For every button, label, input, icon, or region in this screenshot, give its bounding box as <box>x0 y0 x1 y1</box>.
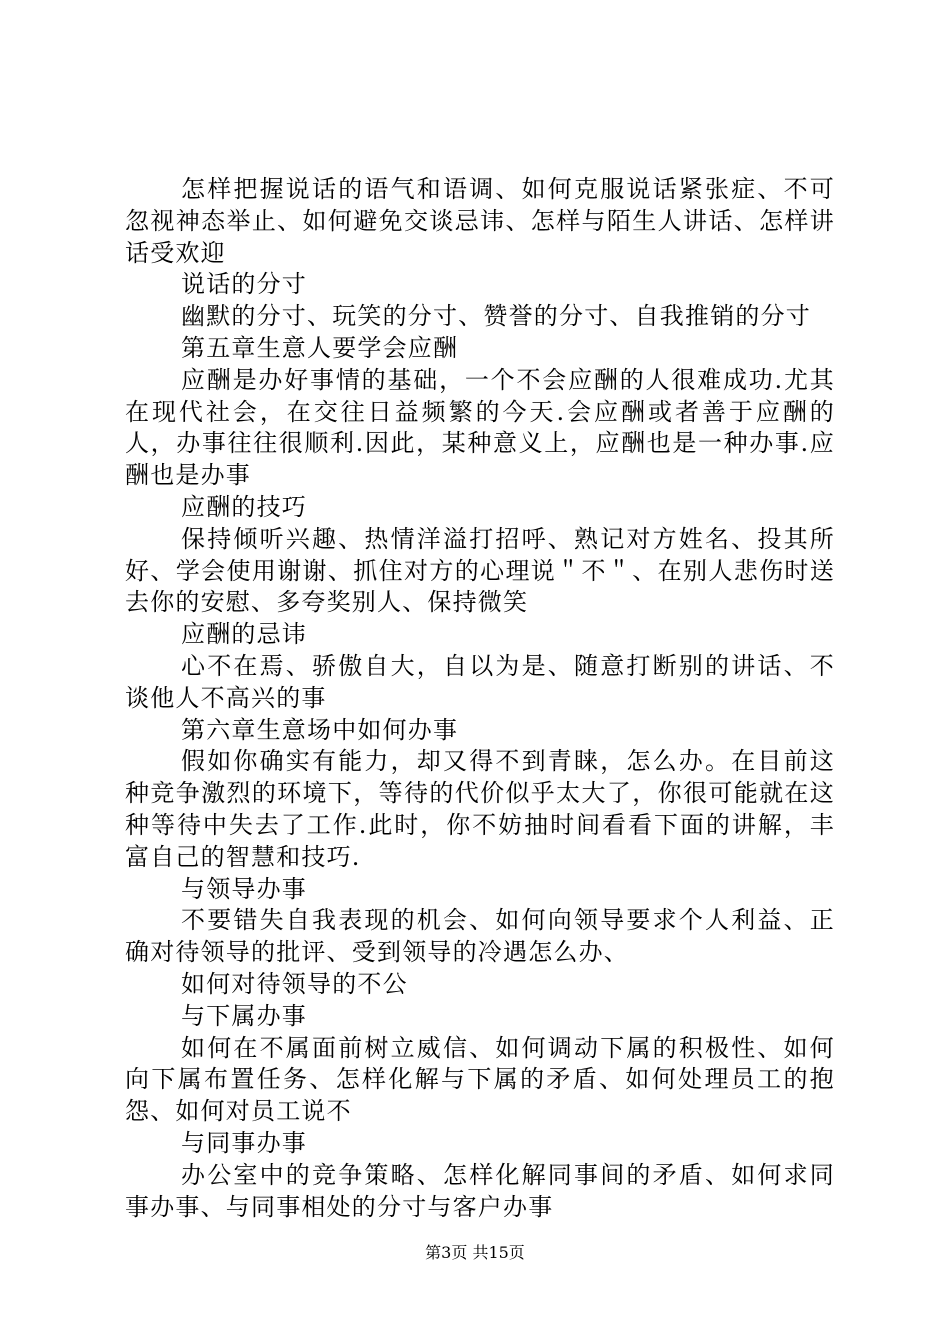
section-heading: 与下属办事 <box>181 1001 307 1030</box>
section-heading: 与同事办事 <box>181 1128 307 1157</box>
chapter-heading: 第五章生意人要学会应酬 <box>181 333 459 362</box>
paragraph: 如何在不属面前树立威信、如何调动下属的积极性、如何向下属布置任务、怎样化解与下属的矛盾、如何处理员工的抱怨、如何对员工说不 <box>125 1033 835 1126</box>
paragraph: 应酬是办好事情的基础，一个不会应酬的人很难成功.尤其在现代社会，在交往日益频繁的今天.会应酬或者善于应酬的人，办事往往很顺利.因此，某种意义上，应酬也是一种办事.应酬也是办事 <box>125 365 835 490</box>
page-number-footer: 第3页 共15页 <box>425 1243 525 1262</box>
paragraph: 保持倾听兴趣、热情洋溢打招呼、熟记对方姓名、投其所好、学会使用谢谢、抓住对方的心理说＂不＂、在别人悲伤时送去你的安慰、多夸奖别人、保持微笑 <box>125 524 835 617</box>
chapter-heading: 第六章生意场中如何办事 <box>181 715 459 744</box>
paragraph: 幽默的分寸、玩笑的分寸、赞誉的分寸、自我推销的分寸 <box>181 302 811 331</box>
section-heading: 与领导办事 <box>181 874 307 903</box>
paragraph: 怎样把握说话的语气和语调、如何克服说话紧张症、不可忽视神态举止、如何避免交谈忌讳、怎样与陌生人讲话、怎样讲话受欢迎 <box>125 175 835 267</box>
paragraph: 假如你确实有能力，却又得不到青睐，怎么办。在目前这种竞争激烈的环境下，等待的代价似乎太大了，你很可能就在这种等待中失去了工作.此时，你不妨抽时间看看下面的讲解，丰富自己的智慧和技巧. <box>125 747 835 871</box>
paragraph: 如何对待领导的不公 <box>181 969 408 998</box>
paragraph: 不要错失自我表现的机会、如何向领导要求个人利益、正确对待领导的批评、受到领导的冷遇怎么办、 <box>125 906 835 967</box>
document-body <box>125 174 835 1223</box>
paragraph: 心不在焉、骄傲自大，自以为是、随意打断别的讲话、不谈他人不高兴的事 <box>125 651 835 712</box>
section-heading: 应酬的技巧 <box>181 492 307 521</box>
section-heading: 应酬的忌讳 <box>181 620 307 649</box>
section-heading: 说话的分寸 <box>181 270 307 299</box>
paragraph: 办公室中的竞争策略、怎样化解同事间的矛盾、如何求同事办事、与同事相处的分寸与客户办事 <box>125 1160 835 1221</box>
